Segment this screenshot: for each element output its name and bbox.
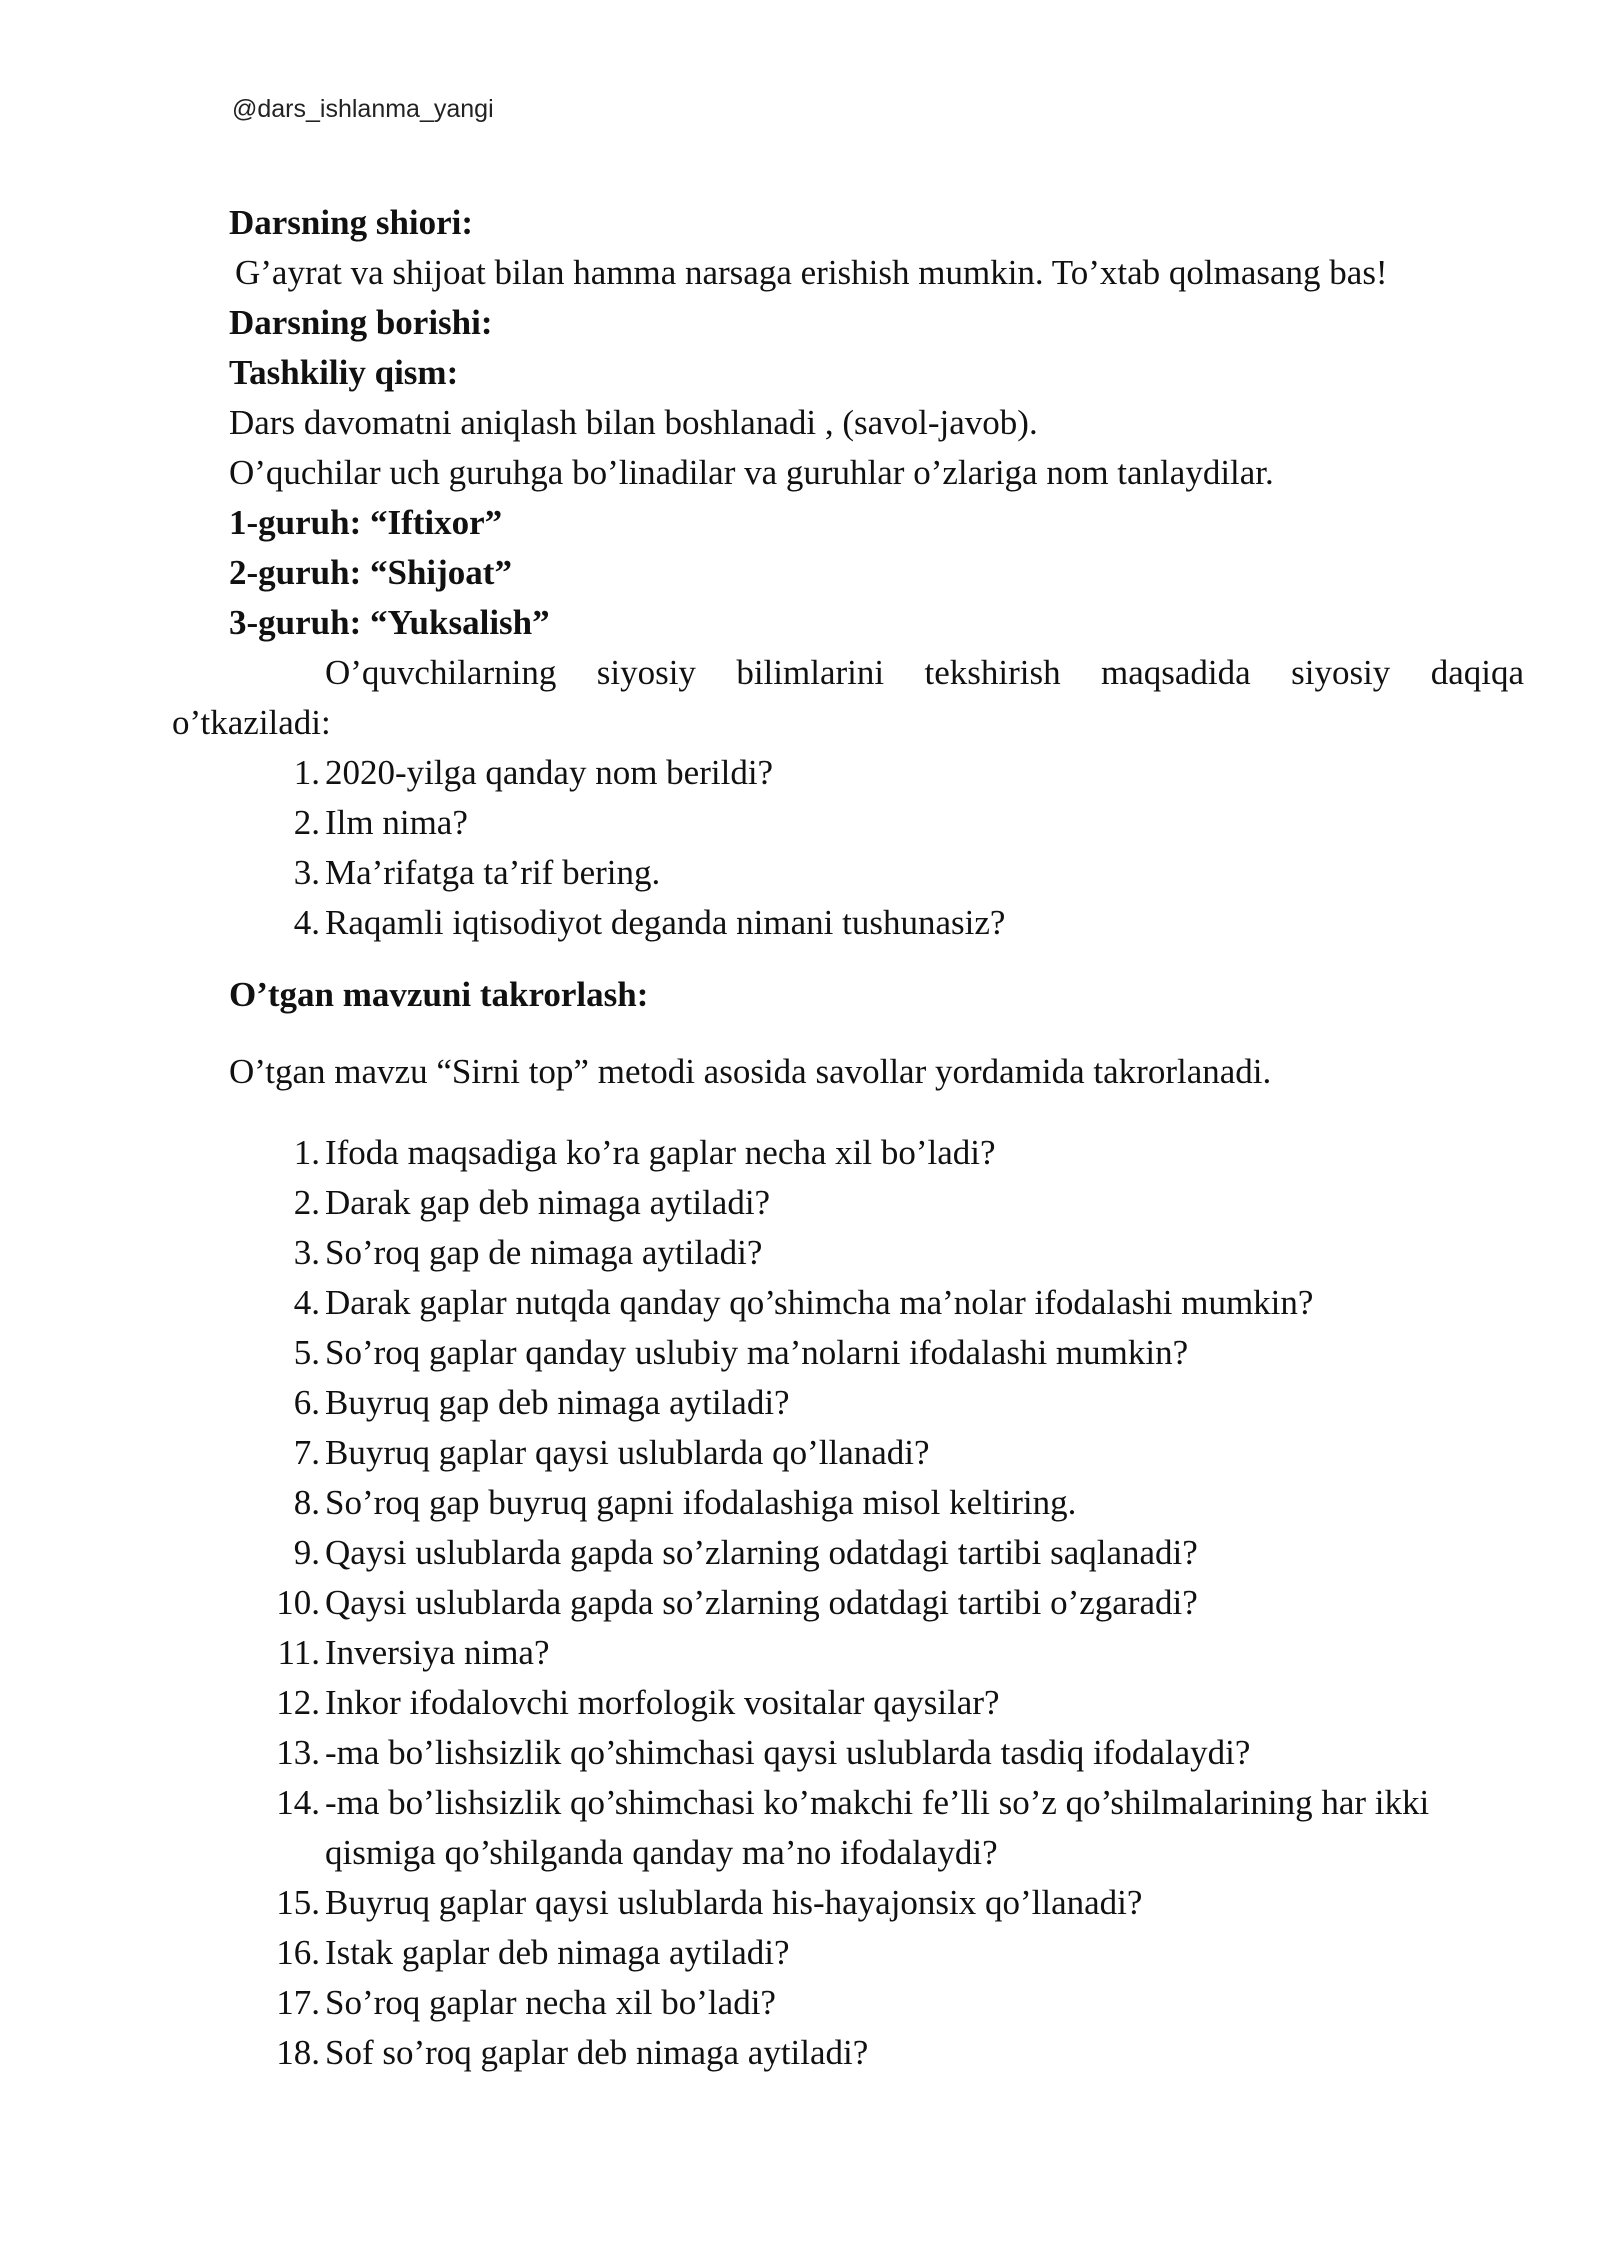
list-item	[278, 1528, 1524, 1578]
list-text: Inversiya nima?	[325, 1633, 550, 1672]
list-item	[278, 1628, 1524, 1678]
list-text: So’roq gaplar qanday uslubiy ma’nolarni ifodalashi mumkin?	[325, 1333, 1189, 1372]
group-2: 2-guruh: “Shijoat”	[229, 553, 512, 592]
list-number: 5.	[293, 1333, 320, 1372]
list-item	[278, 1778, 1524, 1878]
list-number: 1.	[293, 1133, 320, 1172]
takror-questions-list	[278, 1128, 1524, 2078]
list-number: 15.	[276, 1883, 320, 1922]
list-number: 12.	[276, 1683, 320, 1722]
list-number: 11.	[277, 1633, 320, 1672]
list-text: Inkor ifodalovchi morfologik vositalar qaysilar?	[325, 1683, 1000, 1722]
shior-text: G’ayrat va shijoat bilan hamma narsaga erishish mumkin. To’xtab qolmasang bas!	[235, 253, 1388, 292]
takror-text: O’tgan mavzu “Sirni top” metodi asosida savollar yordamida takrorlanadi.	[229, 1052, 1272, 1091]
siyosiy-paragraph	[172, 648, 1524, 748]
list-item	[278, 1378, 1524, 1428]
list-number: 9.	[293, 1533, 320, 1572]
list-text: Ifoda maqsadiga ko’ra gaplar necha xil bo’ladi?	[325, 1133, 996, 1172]
paragraph-davomat: Dars davomatni aniqlash bilan boshlanadi , (savol-javob).	[229, 403, 1038, 442]
list-number: 13.	[276, 1733, 320, 1772]
group-1: 1-guruh: “Iftixor”	[229, 503, 503, 542]
list-text: Ma’rifatga ta’rif bering.	[325, 853, 661, 892]
list-text: Sof so’roq gaplar deb nimaga aytiladi?	[325, 2033, 869, 2072]
list-item	[278, 1178, 1524, 1228]
list-text: Buyruq gap deb nimaga aytiladi?	[325, 1383, 790, 1422]
list-item	[278, 1578, 1524, 1628]
list-item	[278, 898, 1518, 948]
list-item	[278, 848, 1518, 898]
list-item	[278, 1128, 1524, 1178]
list-item	[278, 1878, 1524, 1928]
list-number: 8.	[293, 1483, 320, 1522]
list-text: So’roq gap de nimaga aytiladi?	[325, 1233, 763, 1272]
list-item	[278, 798, 1518, 848]
tashkiliy-heading: Tashkiliy qism:	[229, 353, 459, 392]
list-number: 16.	[276, 1933, 320, 1972]
borishi-heading: Darsning borishi:	[229, 303, 493, 342]
list-number: 7.	[293, 1433, 320, 1472]
list-item	[278, 1978, 1524, 2028]
list-text: -ma bo’lishsizlik qo’shimchasi ko’makchi fe’lli so’z qo’shilmalarining har ikki qismiga qo’shilganda qanday ma’no ifodalaydi?	[325, 1783, 1430, 1872]
list-item	[278, 1428, 1524, 1478]
list-item	[278, 1228, 1524, 1278]
list-text: Darak gaplar nutqda qanday qo’shimcha ma’nolar ifodalashi mumkin?	[325, 1283, 1314, 1322]
list-item	[278, 1328, 1524, 1378]
list-item	[278, 748, 1518, 798]
list-text: Qaysi uslublarda gapda so’zlarning odatdagi tartibi o’zgaradi?	[325, 1583, 1198, 1622]
list-number: 2.	[293, 803, 320, 842]
list-item	[278, 1478, 1524, 1528]
intro-block	[229, 198, 1524, 648]
list-number: 2.	[293, 1183, 320, 1222]
list-number: 1.	[293, 753, 320, 792]
list-number: 6.	[293, 1383, 320, 1422]
siyosiy-questions-list	[278, 748, 1518, 948]
list-item	[278, 1728, 1524, 1778]
list-number: 18.	[276, 2033, 320, 2072]
list-number: 14.	[276, 1783, 320, 1822]
list-number: 3.	[293, 1233, 320, 1272]
siyosiy-line-1: O’quvchilarning siyosiy bilimlarini tekshirish maqsadida siyosiy daqiqa	[325, 653, 1524, 692]
list-text: Buyruq gaplar qaysi uslublarda his-hayajonsix qo’llanadi?	[325, 1883, 1143, 1922]
list-number: 17.	[276, 1983, 320, 2022]
takror-heading: O’tgan mavzuni takrorlash:	[229, 975, 649, 1014]
list-text: -ma bo’lishsizlik qo’shimchasi qaysi uslublarda tasdiq ifodalaydi?	[325, 1733, 1251, 1772]
list-item	[278, 1278, 1524, 1328]
paragraph-guruhlar: O’quchilar uch guruhga bo’linadilar va guruhlar o’zlariga nom tanlaydilar.	[229, 453, 1274, 492]
list-text: Darak gap deb nimaga aytiladi?	[325, 1183, 771, 1222]
list-number: 3.	[293, 853, 320, 892]
list-text: 2020-yilga qanday nom berildi?	[325, 753, 774, 792]
list-item	[278, 1928, 1524, 1978]
group-3: 3-guruh: “Yuksalish”	[229, 603, 550, 642]
list-text: Buyruq gaplar qaysi uslublarda qo’llanadi?	[325, 1433, 930, 1472]
list-number: 4.	[293, 1283, 320, 1322]
list-text: Raqamli iqtisodiyot deganda nimani tushunasiz?	[325, 903, 1006, 942]
list-text: Qaysi uslublarda gapda so’zlarning odatdagi tartibi saqlanadi?	[325, 1533, 1198, 1572]
shior-heading: Darsning shiori:	[229, 203, 474, 242]
list-text: So’roq gap buyruq gapni ifodalashiga misol keltiring.	[325, 1483, 1077, 1522]
list-item	[278, 2028, 1524, 2078]
list-text: Ilm nima?	[325, 803, 468, 842]
list-item	[278, 1678, 1524, 1728]
list-text: Istak gaplar deb nimaga aytiladi?	[325, 1933, 790, 1972]
siyosiy-line-2: o’tkaziladi:	[172, 703, 331, 742]
list-text: So’roq gaplar necha xil bo’ladi?	[325, 1983, 776, 2022]
list-number: 4.	[293, 903, 320, 942]
list-number: 10.	[276, 1583, 320, 1622]
page-header: @dars_ishlanma_yangi	[232, 95, 494, 123]
